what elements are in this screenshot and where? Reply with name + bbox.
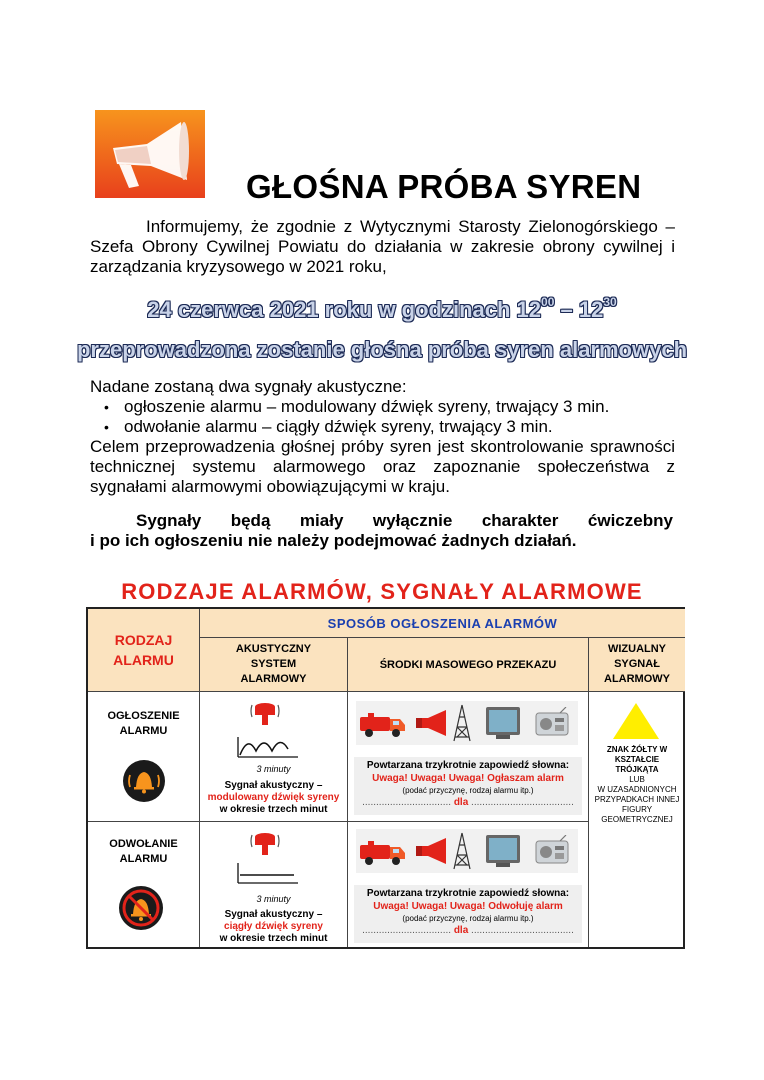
grid-line [347, 638, 348, 947]
row-1-duration: 3 minuty [256, 764, 291, 774]
purpose-paragraph: Celem przeprowadzenia głośnej próby syren jest skontrolowanie sprawności technicznej systemu alarmowego oraz zapoznanie społeczeństwa z sygnałami alarmowymi obowiązującymi w kraju. [90, 437, 675, 496]
date-dash: – 12 [554, 297, 604, 322]
broadcast-note: (podać przyczynę, rodzaj alarmu itp.) [402, 914, 534, 923]
fire-truck-icon [358, 835, 408, 867]
television-icon [484, 705, 522, 741]
row-2-broadcast [354, 885, 582, 943]
fire-truck-icon [358, 707, 408, 739]
header-visual: WIZUALNY SYGNAŁ ALARMOWY [589, 638, 685, 691]
intro-paragraph [90, 217, 675, 277]
broadcast-message: Uwaga! Uwaga! Uwaga! Odwołuję alarm [373, 901, 563, 912]
radio-icon [534, 835, 570, 867]
header-media: ŚRODKI MASOWEGO PRZEKAZU [348, 638, 588, 691]
dots: ..................................... [471, 925, 574, 936]
grid-line [88, 691, 685, 692]
bell-cancel-icon [118, 885, 164, 931]
word: Sygnały [136, 511, 202, 530]
signal-type: ciągły dźwięk syreny [224, 921, 323, 932]
header-type: RODZAJ ALARMU [88, 609, 199, 691]
row-1-name: OGŁOSZENIE ALARMU [107, 710, 180, 737]
signal-type: modulowany dźwięk syreny [207, 792, 340, 803]
announce-headline: przeprowadzona zostanie głośna próba syren alarmowych [76, 337, 688, 362]
date-prefix: 24 czerwca 2021 roku w godzinach 12 [147, 297, 542, 322]
exercise-line-1 [90, 511, 673, 531]
word: wyłącznie [372, 511, 453, 530]
row-2-name: ODWOŁANIE ALARMU [109, 838, 178, 865]
radio-icon [534, 707, 570, 739]
alarm-table [86, 607, 685, 949]
signal-duration: w okresie trzech minut [219, 804, 328, 815]
signal-duration: w okresie trzech minut [219, 933, 328, 944]
broadcast-repeat: Powtarzana trzykrotnie zapowiedź słowna: [366, 760, 570, 771]
header-acoustic: AKUSTYCZNY SYSTEM ALARMOWY [200, 638, 347, 691]
page-title: GŁOŚNA PRÓBA SYREN [246, 168, 642, 205]
siren-modulated-icon [228, 699, 302, 761]
header-method: SPOSÓB OGŁOSZENIA ALARMÓW [200, 609, 685, 637]
signal-label: Sygnał akustyczny – [224, 909, 323, 920]
row-2-duration: 3 minuty [256, 894, 291, 904]
broadcast-message: Uwaga! Uwaga! Uwaga! Ogłaszam alarm [372, 773, 564, 784]
grid-line [200, 637, 685, 638]
dots: ................................ [362, 797, 452, 808]
bell-alarm-icon [122, 759, 166, 803]
radio-mast-icon [450, 703, 474, 743]
television-icon [484, 833, 522, 869]
visual-alt: W UZASADNIONYCH PRZYPADKACH INNEJ FIGURY GEOMETRYCZNEJ [594, 785, 680, 824]
grid-line [88, 821, 588, 822]
visual-title: ZNAK ŻÓŁTY W KSZTAŁCIE TRÓJKĄTA [606, 745, 668, 774]
exercise-notice [90, 511, 673, 551]
signals-list [90, 397, 675, 437]
signal-label: Sygnał akustyczny – [224, 780, 323, 791]
dots: ................................ [362, 925, 452, 936]
for-word: dla [453, 925, 469, 936]
row-1-broadcast [354, 757, 582, 815]
end-minutes: 30 [603, 295, 617, 309]
dots: ..................................... [471, 797, 574, 808]
row-1-visual [589, 745, 685, 825]
loudspeaker-icon [412, 707, 452, 739]
word: charakter [481, 511, 559, 530]
row-2-signal [200, 909, 347, 945]
row-1-signal [200, 780, 347, 816]
table-title: RODZAJE ALARMÓW, SYGNAŁY ALARMOWE [121, 579, 643, 604]
list-item: • odwołanie alarmu – ciągły dźwięk syreny, trwający 3 min. [112, 417, 675, 437]
radio-mast-icon [450, 831, 474, 871]
megaphone-logo-icon [95, 110, 205, 198]
visual-or: LUB [629, 775, 645, 784]
loudspeaker-icon [412, 835, 452, 867]
date-headline [0, 297, 764, 323]
intro-text: Informujemy, że zgodnie z Wytycznymi Starosty Zielonogórskiego – Szefa Obrony Cywilnej Powiatu do działania w zakresie obrony cywilnej i zarządzania kryzysowego w 2021 roku, [90, 217, 675, 276]
word: miały [299, 511, 344, 530]
yellow-triangle-icon [611, 701, 661, 741]
broadcast-repeat: Powtarzana trzykrotnie zapowiedź słowna: [366, 888, 570, 899]
exercise-line-2: i po ich ogłoszeniu nie należy podejmować żadnych działań. [90, 531, 577, 550]
word: ćwiczebny [587, 511, 673, 530]
siren-continuous-icon [228, 829, 302, 887]
word: będą [230, 511, 271, 530]
signals-lead: Nadane zostaną dwa sygnały akustyczne: [90, 377, 407, 396]
list-item: • ogłoszenie alarmu – modulowany dźwięk syreny, trwający 3 min. [112, 397, 675, 417]
signals-section [90, 377, 675, 497]
broadcast-note: (podać przyczynę, rodzaj alarmu itp.) [402, 786, 534, 795]
for-word: dla [453, 797, 469, 808]
start-minutes: 00 [541, 295, 555, 309]
